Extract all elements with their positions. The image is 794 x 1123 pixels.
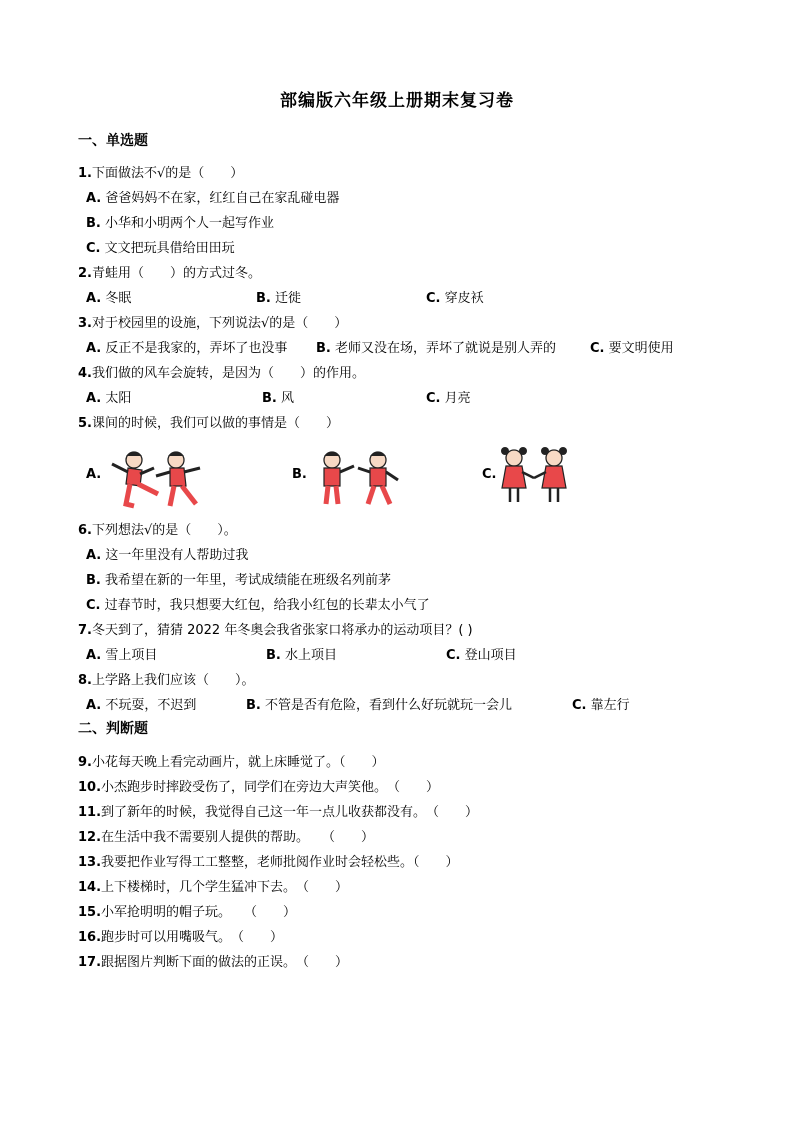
option-label: A.: [86, 648, 102, 663]
option-8a: [86, 694, 196, 713]
option-7c: [446, 644, 517, 663]
option-text: 水上项目: [285, 648, 338, 663]
option-label: B.: [246, 698, 261, 713]
question-2: [78, 262, 261, 281]
question-text: 冬天到了，猜猜 2022 年冬奥会我省张家口将承办的运动项目？( ): [91, 623, 473, 638]
option-2c: [426, 287, 484, 306]
question-8: [78, 669, 255, 688]
question-text: 到了新年的时候，我觉得自己这一年一点儿收获都没有。 （ ）: [101, 805, 479, 820]
option-7b: [266, 644, 337, 663]
question-16: [78, 926, 283, 945]
question-number: 14.: [78, 880, 102, 895]
question-text: 小杰跑步时摔跤受伤了，同学们在旁边大声笑他。 （ ）: [101, 780, 440, 795]
option-label: A.: [86, 291, 102, 306]
option-label: C.: [86, 241, 101, 256]
option-8c: [572, 694, 630, 713]
option-text: 风: [281, 391, 295, 406]
section-heading-true-false: 二、判断题: [78, 721, 148, 737]
question-number: 7.: [78, 623, 92, 638]
page-title: 部编版六年级上册期末复习卷: [280, 91, 514, 111]
option-text: 这一年里没有人帮助过我: [105, 548, 249, 563]
question-number: 2.: [78, 266, 92, 281]
option-label: B.: [86, 573, 101, 588]
question-number: 10.: [78, 780, 102, 795]
option-label: B.: [266, 648, 281, 663]
option-text: 过春节时，我只想要大红包，给我小红包的长辈太小气了: [104, 598, 430, 613]
option-text: 文文把玩具借给田田玩: [104, 241, 235, 256]
option-2a: [86, 287, 131, 306]
option-2b: [256, 287, 301, 306]
option-text: 要文明使用: [608, 341, 674, 356]
option-7a: [86, 644, 157, 663]
option-label: C.: [426, 391, 441, 406]
option-6a: [86, 544, 248, 563]
option-1b: [86, 212, 274, 231]
question-number: 6.: [78, 523, 92, 538]
option-label: C.: [446, 648, 461, 663]
question-text: 下列想法√的是（ ）。: [91, 523, 237, 538]
option-4a: [86, 387, 131, 406]
question-9: [78, 751, 385, 770]
question-3: [78, 312, 347, 331]
option-text: 雪上项目: [105, 648, 158, 663]
question-text: 小花每天晚上看完动画片，就上床睡觉了。（ ）: [91, 755, 385, 770]
option-3c: [590, 337, 674, 356]
question-number: 9.: [78, 755, 92, 770]
option-label: C.: [426, 291, 441, 306]
option-text: 冬眠: [105, 291, 132, 306]
option-label: C.: [572, 698, 587, 713]
option-text: 不玩耍，不迟到: [105, 698, 197, 713]
question-text: 我要把作业写得工工整整，老师批阅作业时会轻松些。（ ）: [101, 855, 459, 870]
question-number: 17.: [78, 955, 102, 970]
question-1: [78, 162, 243, 181]
option-8b: [246, 694, 512, 713]
question-7: [78, 619, 473, 638]
option-text: 穿皮袄: [444, 291, 484, 306]
option-text: 爸爸妈妈不在家，红红自己在家乱碰电器: [105, 191, 340, 206]
question-5: [78, 412, 339, 431]
option-6b: [86, 569, 391, 588]
question-number: 5.: [78, 416, 92, 431]
question-number: 3.: [78, 316, 92, 331]
question-13: [78, 851, 459, 870]
option-label: C.: [86, 598, 101, 613]
option-label: A.: [86, 548, 102, 563]
question-14: [78, 876, 348, 895]
option-text: 月亮: [444, 391, 471, 406]
question-text: 在生活中我不需要别人提供的帮助。 （ ）: [101, 830, 375, 845]
option-text: 小华和小明两个人一起写作业: [105, 216, 275, 231]
question-text: 青蛙用（ ）的方式过冬。: [91, 266, 261, 281]
option-5b-label: B.: [292, 467, 307, 482]
option-text: 太阳: [105, 391, 132, 406]
option-1a: [86, 187, 339, 206]
option-label: A.: [86, 391, 102, 406]
option-text: 靠左行: [590, 698, 630, 713]
fighting-boys-illustration: [104, 446, 210, 510]
question-6: [78, 519, 237, 538]
option-text: 迁徙: [275, 291, 302, 306]
option-text: 我希望在新的一年里，考试成绩能在班级名列前茅: [105, 573, 392, 588]
option-6c: [86, 594, 430, 613]
question-number: 13.: [78, 855, 102, 870]
question-number: 12.: [78, 830, 102, 845]
question-text: 小军抢明明的帽子玩。 （ ）: [101, 905, 297, 920]
question-number: 4.: [78, 366, 92, 381]
option-label: A.: [86, 698, 102, 713]
question-number: 15.: [78, 905, 102, 920]
option-5a-label: A.: [86, 467, 102, 482]
question-4: [78, 362, 365, 381]
option-4b: [262, 387, 294, 406]
option-text: 反正不是我家的，弄坏了也没事: [105, 341, 288, 356]
option-3a: [86, 337, 287, 356]
option-5c-label: C.: [482, 467, 497, 482]
question-17: [78, 951, 348, 970]
question-text: 跑步时可以用嘴吸气。 （ ）: [101, 930, 284, 945]
arguing-boys-illustration: [308, 446, 404, 506]
option-label: C.: [590, 341, 605, 356]
option-label: A.: [86, 341, 102, 356]
question-text: 对于校园里的设施，下列说法√的是（ ）: [91, 316, 348, 331]
question-number: 11.: [78, 805, 102, 820]
option-4c: [426, 387, 471, 406]
question-text: 上下楼梯时，几个学生猛冲下去。 （ ）: [101, 880, 349, 895]
option-text: 不管是否有危险，看到什么好玩就玩一会儿: [265, 698, 513, 713]
option-3b: [316, 337, 556, 356]
question-text: 上学路上我们应该（ ）。: [91, 673, 255, 688]
question-text: 我们做的风车会旋转，是因为（ ）的作用。: [91, 366, 365, 381]
question-text: 跟据图片判断下面的做法的正误。 （ ）: [101, 955, 349, 970]
question-text: 下面做法不√的是（ ）: [91, 166, 244, 181]
option-1c: [86, 237, 235, 256]
option-text: 老师又没在场，弄坏了就说是别人弄的: [335, 341, 557, 356]
question-number: 8.: [78, 673, 92, 688]
question-15: [78, 901, 296, 920]
question-number: 16.: [78, 930, 102, 945]
option-label: A.: [86, 191, 102, 206]
option-label: B.: [256, 291, 271, 306]
question-11: [78, 801, 478, 820]
girls-playing-illustration: [496, 444, 572, 504]
question-number: 1.: [78, 166, 92, 181]
option-text: 登山项目: [464, 648, 517, 663]
question-12: [78, 826, 374, 845]
question-text: 课间的时候，我们可以做的事情是（ ）: [91, 416, 339, 431]
option-label: B.: [316, 341, 331, 356]
option-label: B.: [262, 391, 277, 406]
question-10: [78, 776, 439, 795]
section-heading-single-choice: 一、单选题: [78, 133, 148, 149]
option-label: B.: [86, 216, 101, 231]
